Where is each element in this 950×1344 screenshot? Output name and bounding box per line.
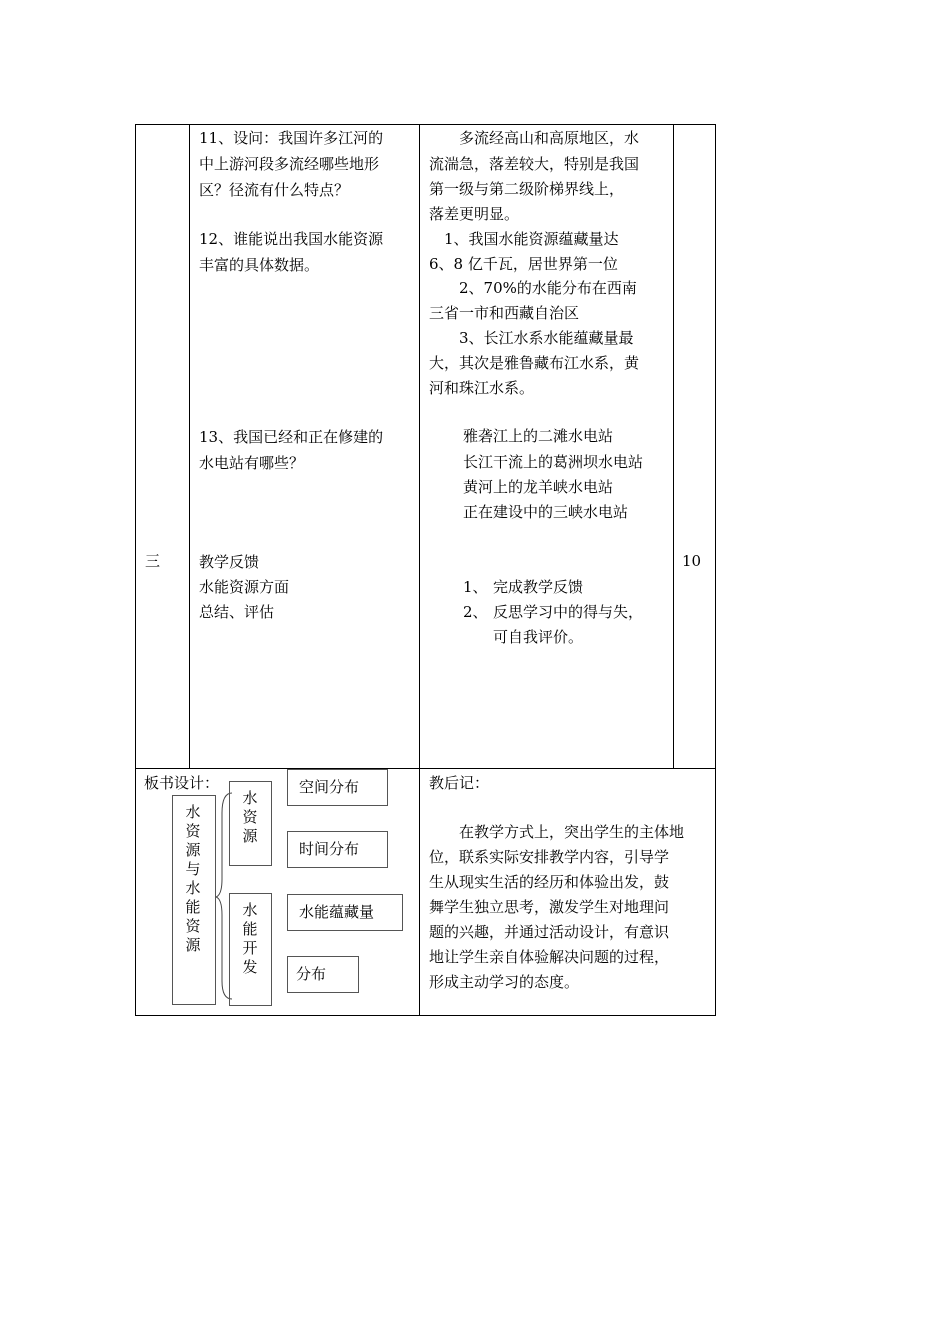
stage-label: 三: [145, 552, 161, 570]
feedback-item-text: 反思学习中的得与失，: [493, 603, 644, 621]
board-design-label: 板书设计：: [144, 774, 220, 792]
branch-hydropower-text: 水能开发: [242, 901, 258, 976]
feedback-item-number: 1、: [463, 578, 488, 596]
postscript-label: 教后记：: [429, 774, 490, 792]
feedback-item-number: 2、: [463, 603, 488, 621]
main-topic-text: 水资源与水能资源: [185, 803, 201, 954]
leaf-spatial-distribution: 空间分布: [299, 778, 360, 796]
time-value: 10: [682, 552, 702, 570]
leaf-temporal-distribution: 时间分布: [299, 840, 360, 858]
table-row-divider: [135, 768, 716, 769]
table-col-divider-2: [419, 124, 420, 1016]
leaf-distribution: 分布: [296, 965, 327, 983]
leaf-hydropower-reserves: 水能蕴藏量: [299, 903, 375, 921]
branch-water-resources-text: 水资源: [242, 789, 258, 845]
table-border-bottom: [135, 1015, 716, 1016]
table-col-divider-1: [189, 124, 190, 768]
table-col-divider-3: [673, 124, 674, 768]
table-border-right: [715, 124, 716, 1016]
table-border-left: [135, 124, 136, 1016]
feedback-item-text: 可自我评价。: [493, 628, 584, 646]
feedback-item-text: 完成教学反馈: [493, 578, 584, 596]
